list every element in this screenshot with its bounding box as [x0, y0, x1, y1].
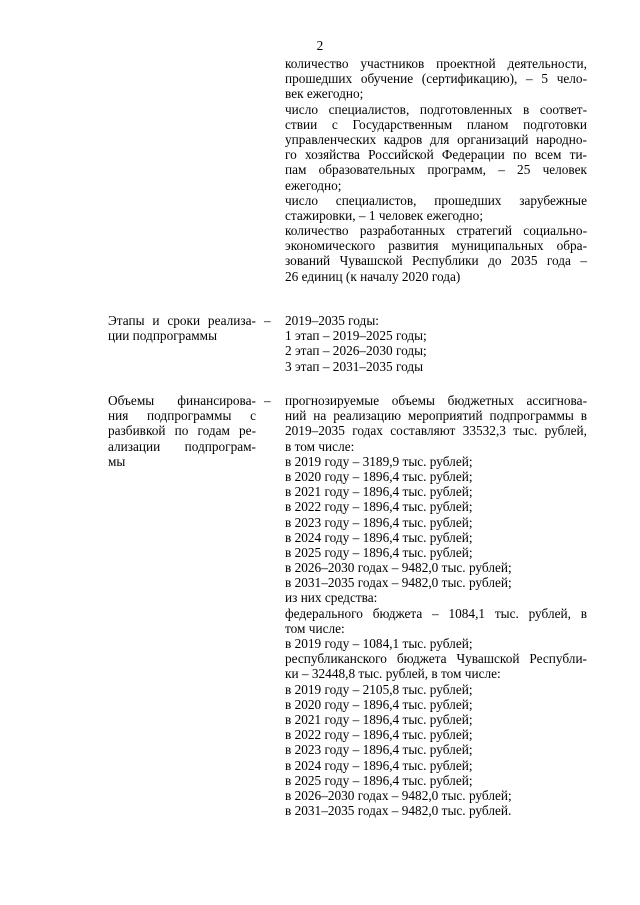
text-line: из них средства:	[285, 590, 378, 606]
text-line: 3 этап – 2031–2035 годы	[285, 358, 424, 374]
text-line: 1 этап – 2019–2025 годы;	[285, 328, 427, 344]
text-line: 2019–2035 годы:	[285, 313, 379, 328]
text-line: число специалистов, прошедших зарубежные	[285, 192, 587, 208]
text-line: в 2019 году – 3189,9 тыс. рублей;	[285, 453, 473, 469]
text-line: прошедших обучение (сертификацию), – 5 чело-	[285, 71, 587, 87]
text-line: 2019–2035 годах составляют 33532,3 тыс. рублей,	[285, 423, 587, 439]
text-line: количество участников проектной деятельности,	[285, 56, 587, 71]
text-line: разбивкой по годам ре-	[108, 423, 256, 439]
text-line: ствии с Государственным планом подготовки	[285, 116, 587, 132]
stages-label	[108, 313, 256, 343]
text-line: в 2022 году – 1896,4 тыс. рублей;	[285, 499, 473, 515]
text-line: в 2026–2030 годах – 9482,0 тыс. рублей;	[285, 787, 512, 803]
financing-dash: –	[264, 393, 271, 408]
text-line: том числе:	[285, 620, 345, 636]
text-line: век ежегодно;	[285, 86, 364, 102]
text-line: Этапы и сроки реализа-	[108, 313, 256, 328]
text-line: в 2020 году – 1896,4 тыс. рублей;	[285, 696, 473, 712]
text-line: в том числе:	[285, 438, 355, 454]
text-line: прогнозируемые объемы бюджетных ассигнова-	[285, 393, 587, 408]
page-number: 2	[316, 38, 324, 53]
text-line: в 2025 году – 1896,4 тыс. рублей;	[285, 772, 473, 788]
text-line: число специалистов, подготовленных в соответ-	[285, 101, 587, 117]
indicators-text	[285, 56, 587, 284]
text-line: в 2020 году – 1896,4 тыс. рублей;	[285, 468, 473, 484]
text-line: ний на реализацию мероприятий подпрограммы в	[285, 408, 587, 424]
stages-value	[285, 313, 587, 374]
text-line: го хозяйства Российской Федерации по всем ти-	[285, 147, 587, 163]
text-line: 2 этап – 2026–2030 годы;	[285, 343, 427, 359]
text-line: стажировки, – 1 человек ежегодно;	[285, 207, 484, 223]
text-line: пам образовательных программ, – 25 человек	[285, 162, 587, 178]
text-line: в 2026–2030 годах – 9482,0 тыс. рублей;	[285, 560, 512, 576]
text-line: 26 единиц (к началу 2020 года)	[285, 268, 461, 284]
text-line: количество разработанных стратегий социально-	[285, 223, 587, 239]
text-line: ализации подпрограм-	[108, 438, 256, 454]
text-line: ции подпрограммы	[108, 328, 217, 344]
text-line: управленческих кадров для организаций народно-	[285, 131, 587, 147]
text-line: в 2019 году – 2105,8 тыс. рублей;	[285, 681, 473, 697]
text-line: зований Чувашской Республики до 2035 года –	[285, 253, 587, 269]
text-line: в 2021 году – 1896,4 тыс. рублей;	[285, 484, 473, 500]
financing-value	[285, 393, 587, 818]
text-line: в 2019 году – 1084,1 тыс. рублей;	[285, 636, 473, 651]
text-line: мы	[108, 453, 126, 469]
text-line: Объемы финансирова-	[108, 393, 256, 408]
text-line: в 2022 году – 1896,4 тыс. рублей;	[285, 727, 473, 743]
text-line: в 2024 году – 1896,4 тыс. рублей;	[285, 529, 473, 545]
text-line: в 2025 году – 1896,4 тыс. рублей;	[285, 544, 473, 560]
text-line: ки – 32448,8 тыс. рублей, в том числе:	[285, 666, 501, 682]
text-line: федерального бюджета – 1084,1 тыс. рублей, в	[285, 605, 587, 621]
text-line: ния подпрограммы с	[108, 408, 256, 424]
text-line: в 2031–2035 годах – 9482,0 тыс. рублей;	[285, 575, 512, 591]
text-line: республиканского бюджета Чувашской Республи-	[285, 651, 587, 667]
text-line: ежегодно;	[285, 177, 342, 193]
text-line: в 2031–2035 годах – 9482,0 тыс. рублей.	[285, 803, 512, 819]
text-line: экономического развития муниципальных обра-	[285, 238, 587, 254]
stages-dash: –	[264, 313, 271, 328]
text-line: в 2023 году – 1896,4 тыс. рублей;	[285, 742, 473, 758]
text-line: в 2023 году – 1896,4 тыс. рублей;	[285, 514, 473, 530]
text-line: в 2024 году – 1896,4 тыс. рублей;	[285, 757, 473, 773]
financing-label	[108, 393, 256, 469]
text-line: в 2021 году – 1896,4 тыс. рублей;	[285, 711, 473, 727]
